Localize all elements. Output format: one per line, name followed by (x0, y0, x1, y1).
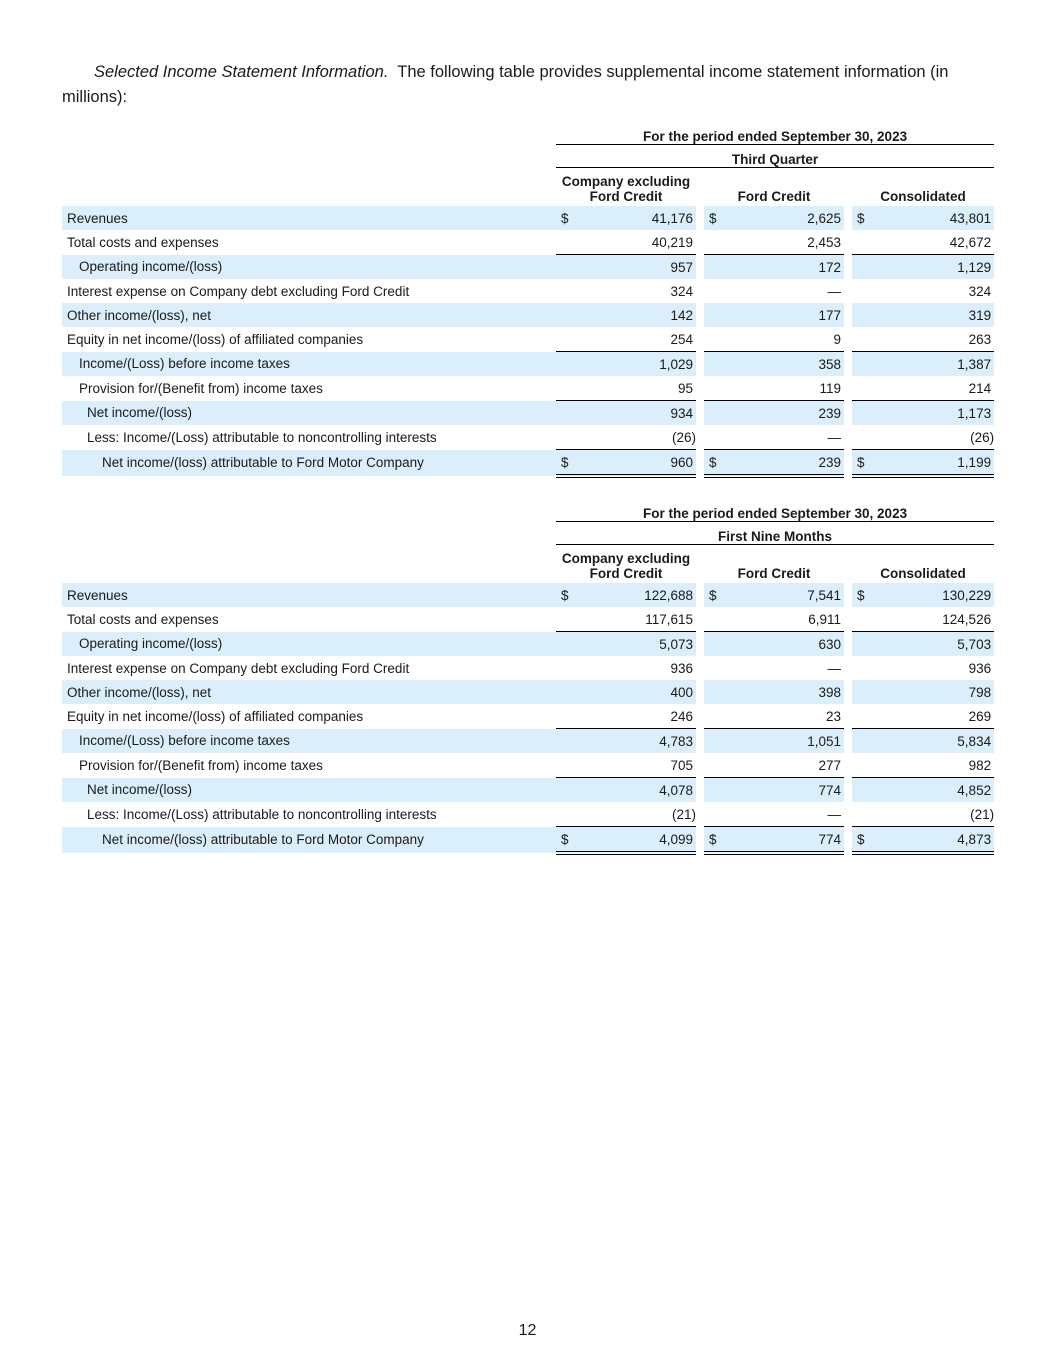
currency-symbol: $ (556, 450, 571, 477)
value-ford-credit: — (827, 806, 841, 822)
column-header-company-excl-ford-credit: Company excluding Ford Credit (561, 174, 691, 204)
value-ford-credit: 277 (818, 757, 841, 773)
value-company: 4,783 (571, 729, 696, 754)
value-company: (21) (671, 806, 696, 822)
row-label: Income/(Loss) before income taxes (62, 352, 556, 377)
value-ford-credit: 239 (719, 450, 844, 477)
value-ford-credit: — (827, 283, 841, 299)
value-ford-credit: 774 (719, 778, 844, 803)
period-header: For the period ended September 30, 2023 (556, 499, 994, 522)
value-ford-credit: 398 (719, 680, 844, 704)
value-consolidated: 4,873 (867, 827, 994, 854)
value-consolidated: 214 (968, 380, 992, 396)
subperiod-header: First Nine Months (556, 522, 994, 545)
currency-symbol: $ (852, 827, 867, 854)
value-company: 936 (670, 660, 693, 676)
value-ford-credit: — (827, 660, 841, 676)
row-label: Other income/(loss), net (62, 303, 556, 327)
value-consolidated: 43,801 (867, 206, 994, 230)
table-row (62, 680, 994, 704)
table-row-total (62, 450, 994, 477)
value-consolidated: (26) (970, 429, 995, 445)
table-row-total (62, 827, 994, 854)
table-row (62, 778, 994, 803)
table-row (62, 729, 994, 754)
value-ford-credit: 630 (719, 632, 844, 657)
value-consolidated: 5,834 (867, 729, 994, 754)
value-company: 122,688 (571, 583, 696, 607)
row-label: Equity in net income/(loss) of affiliated companies (67, 331, 364, 347)
value-ford-credit: 2,625 (719, 206, 844, 230)
column-header-consolidated: Consolidated (880, 566, 966, 581)
value-company: 1,029 (571, 352, 696, 377)
currency-symbol: $ (704, 450, 719, 477)
intro-text: The following table provides supplemental income statement information (in millions): (62, 63, 949, 106)
column-header-ford-credit: Ford Credit (737, 189, 811, 204)
table-row (62, 802, 994, 827)
row-label: Total costs and expenses (67, 234, 219, 250)
row-label: Less: Income/(Loss) attributable to noncontrolling interests (87, 806, 437, 822)
value-company: 246 (670, 708, 693, 724)
value-consolidated: 269 (968, 708, 992, 724)
currency-symbol: $ (556, 583, 571, 607)
table-row (62, 704, 994, 729)
page-number: 12 (518, 1322, 537, 1339)
value-ford-credit: 2,453 (807, 234, 841, 250)
table-row (62, 583, 994, 607)
row-label: Total costs and expenses (67, 611, 219, 627)
table-row (62, 632, 994, 657)
table-row (62, 425, 994, 450)
value-ford-credit: 119 (819, 380, 841, 396)
currency-symbol: $ (852, 583, 867, 607)
row-label: Interest expense on Company debt excluding Ford Credit (67, 283, 410, 299)
period-header: For the period ended September 30, 2023 (556, 122, 994, 145)
row-label: Interest expense on Company debt excluding Ford Credit (67, 660, 410, 676)
table-row (62, 279, 994, 303)
value-ford-credit: 358 (719, 352, 844, 377)
value-consolidated: 5,703 (867, 632, 994, 657)
value-consolidated: 1,199 (867, 450, 994, 477)
value-company: 705 (670, 757, 693, 773)
value-ford-credit: 6,911 (808, 611, 841, 627)
column-header-company-excl-ford-credit: Company excluding Ford Credit (561, 551, 691, 581)
value-consolidated: 319 (867, 303, 994, 327)
value-ford-credit: 9 (833, 331, 841, 347)
currency-symbol: $ (556, 827, 571, 854)
row-label: Other income/(loss), net (62, 680, 556, 704)
table-row (62, 206, 994, 230)
value-company: 40,219 (651, 234, 693, 250)
table-row (62, 401, 994, 426)
value-consolidated: 1,173 (867, 401, 994, 426)
value-consolidated: 1,387 (867, 352, 994, 377)
row-label: Net income/(loss) attributable to Ford Motor Company (62, 827, 556, 854)
row-label: Equity in net income/(loss) of affiliated companies (67, 708, 364, 724)
value-consolidated: (21) (970, 806, 995, 822)
value-consolidated: 124,526 (942, 611, 992, 627)
row-label: Operating income/(loss) (62, 255, 556, 280)
intro-paragraph (62, 60, 1002, 110)
value-ford-credit: 239 (719, 401, 844, 426)
row-label: Income/(Loss) before income taxes (62, 729, 556, 754)
value-ford-credit: 7,541 (719, 583, 844, 607)
income-statement-table-third-quarter (62, 122, 994, 478)
value-company: 4,078 (571, 778, 696, 803)
currency-symbol: $ (704, 827, 719, 854)
table-row (62, 607, 994, 632)
row-label: Operating income/(loss) (62, 632, 556, 657)
column-header-ford-credit: Ford Credit (737, 566, 811, 581)
value-consolidated: 936 (968, 660, 992, 676)
value-company: 324 (670, 283, 693, 299)
currency-symbol: $ (852, 450, 867, 477)
income-statement-table-first-nine-months (62, 499, 994, 855)
table-row (62, 327, 994, 352)
value-company: 960 (571, 450, 696, 477)
row-label: Provision for/(Benefit from) income taxes (79, 757, 323, 773)
value-company: 254 (670, 331, 693, 347)
value-company: 117,615 (645, 611, 693, 627)
value-consolidated: 263 (968, 331, 992, 347)
table-row (62, 303, 994, 327)
column-header-consolidated: Consolidated (880, 189, 966, 204)
row-label: Net income/(loss) attributable to Ford Motor Company (62, 450, 556, 477)
intro-lead: Selected Income Statement Information. (94, 63, 389, 81)
row-label: Provision for/(Benefit from) income taxes (79, 380, 323, 396)
row-label: Revenues (62, 206, 556, 230)
value-ford-credit: — (827, 429, 841, 445)
value-company: 41,176 (571, 206, 696, 230)
value-ford-credit: 23 (825, 708, 841, 724)
value-ford-credit: 177 (719, 303, 844, 327)
value-consolidated: 4,852 (867, 778, 994, 803)
value-company: 957 (571, 255, 696, 280)
table-row (62, 376, 994, 401)
value-ford-credit: 774 (719, 827, 844, 854)
value-company: 5,073 (571, 632, 696, 657)
value-consolidated: 798 (867, 680, 994, 704)
value-consolidated: 324 (968, 283, 992, 299)
table-row (62, 255, 994, 280)
row-label: Less: Income/(Loss) attributable to noncontrolling interests (87, 429, 437, 445)
row-label: Net income/(loss) (62, 778, 556, 803)
subperiod-header: Third Quarter (556, 145, 994, 168)
value-consolidated: 1,129 (867, 255, 994, 280)
value-consolidated: 130,229 (867, 583, 994, 607)
value-company: 400 (571, 680, 696, 704)
value-company: 4,099 (571, 827, 696, 854)
table-row (62, 230, 994, 255)
table-row (62, 352, 994, 377)
row-label: Net income/(loss) (62, 401, 556, 426)
currency-symbol: $ (704, 206, 719, 230)
value-company: 95 (677, 380, 693, 396)
row-label: Revenues (62, 583, 556, 607)
table-row (62, 656, 994, 680)
value-ford-credit: 172 (719, 255, 844, 280)
value-consolidated: 42,672 (949, 234, 992, 250)
currency-symbol: $ (704, 583, 719, 607)
value-company: (26) (671, 429, 696, 445)
value-company: 934 (571, 401, 696, 426)
table-row (62, 753, 994, 778)
value-ford-credit: 1,051 (719, 729, 844, 754)
value-consolidated: 982 (968, 757, 992, 773)
currency-symbol: $ (556, 206, 571, 230)
currency-symbol: $ (852, 206, 867, 230)
value-company: 142 (571, 303, 696, 327)
